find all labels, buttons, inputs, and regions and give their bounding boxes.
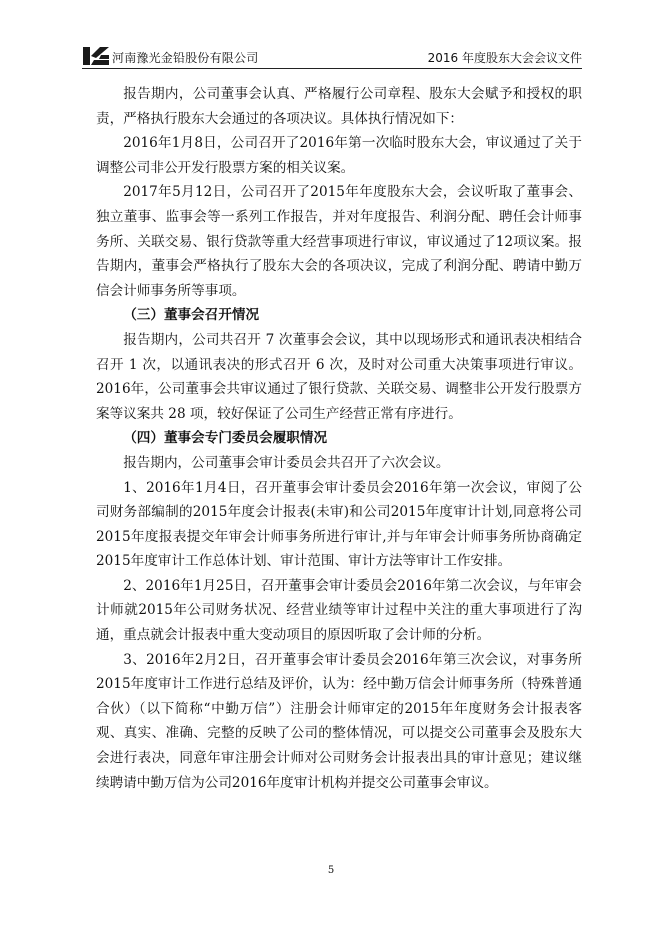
paragraph-annual-meeting-2015: 2017年5月12日，公司召开了2015年年度股东大会，会议听取了董事会、独立董事、监事会等一系列工作报告，并对年度报告、利润分配、聘任会计师事务所、关联交易、银行贷款等重大经营事项进行审议，审议通过了12项议案。报告期内，董事会严格执行了股东大会的各项决议，完成了利润分配、聘请中勤万信会计师事务所等事项。 — [96, 184, 582, 299]
paragraph-shareholder-meeting-2016: 2016年1月8日，公司召开了2016年第一次临时股东大会，审议通过了关于调整公司非公开发行股票方案的相关议案。 — [96, 135, 582, 176]
paragraph-board-meetings: 报告期内，公司共召开 7 次董事会会议，其中以现场形式和通讯表决相结合召开 1 次，以通讯表决的形式召开 6 次，及时对公司重大决策事项进行审议。2016年，公司董事会共审议通过了银行贷款、关联交易、调整非公开发行股票方案等议案共 28 项，较好保证了公司生产经营正常有序进行。 — [96, 331, 582, 422]
company-name: 河南豫光金铅股份有限公司 — [112, 51, 259, 65]
company-logo-icon — [82, 46, 110, 66]
header-divider — [82, 68, 582, 69]
paragraph-audit-meeting-2: 2、2016年1月25日，召开董事会审计委员会2016年第二次会议，与年审会计师就2015年公司财务状况、经营业绩等审计过程中关注的重大事项进行了沟通，重点就会计报表中重大变动项目的原因听取了会计师的分析。 — [96, 577, 582, 644]
paragraph-audit-committee-summary: 报告期内，公司董事会审计委员会共召开了六次会议。 — [123, 454, 450, 471]
paragraph-audit-meeting-3: 3、2016年2月2日，召开董事会审计委员会2016年第三次会议，对事务所2015年度审计工作进行总结及评价，认为：经中勤万信会计师事务所（特殊普通合伙）（以下简称“中勤万信”）注册会计师审定的2015年年度财务会计报表客观、真实、准确、完整的反映了公司的整体情况，可以提交公司董事会及股东大会进行表决，同意年审注册会计师对公司财务会计报表出具的审计意见；建议继续聘请中勤万信为公司2016年度审计机构并提交公司董事会审议。 — [96, 651, 582, 791]
document-title: 2016 年度股东大会会议文件 — [427, 51, 582, 65]
paragraph-audit-meeting-1: 1、2016年1月4日，召开董事会审计委员会2016年第一次会议，审阅了公司财务部编制的2015年度会计报表(未审)和公司2015年度审计计划,同意将公司2015年度报表提交年审会计师事务所进行审计,并与年审会计师事务所协商确定2015年度审计工作总体计划、审计范围、审计方法等审计工作安排。 — [96, 479, 582, 570]
section-heading-committees: （四）董事会专门委员会履职情况 — [123, 430, 328, 447]
page-header — [82, 46, 582, 68]
page-number: 5 — [327, 865, 335, 876]
document-body — [96, 82, 582, 795]
paragraph-intro: 报告期内，公司董事会认真、严格履行公司章程、股东大会赋予和授权的职责，严格执行股东大会通过的各项决议。具体执行情况如下： — [96, 86, 582, 127]
section-heading-board-meetings: （三）董事会召开情况 — [123, 307, 260, 324]
